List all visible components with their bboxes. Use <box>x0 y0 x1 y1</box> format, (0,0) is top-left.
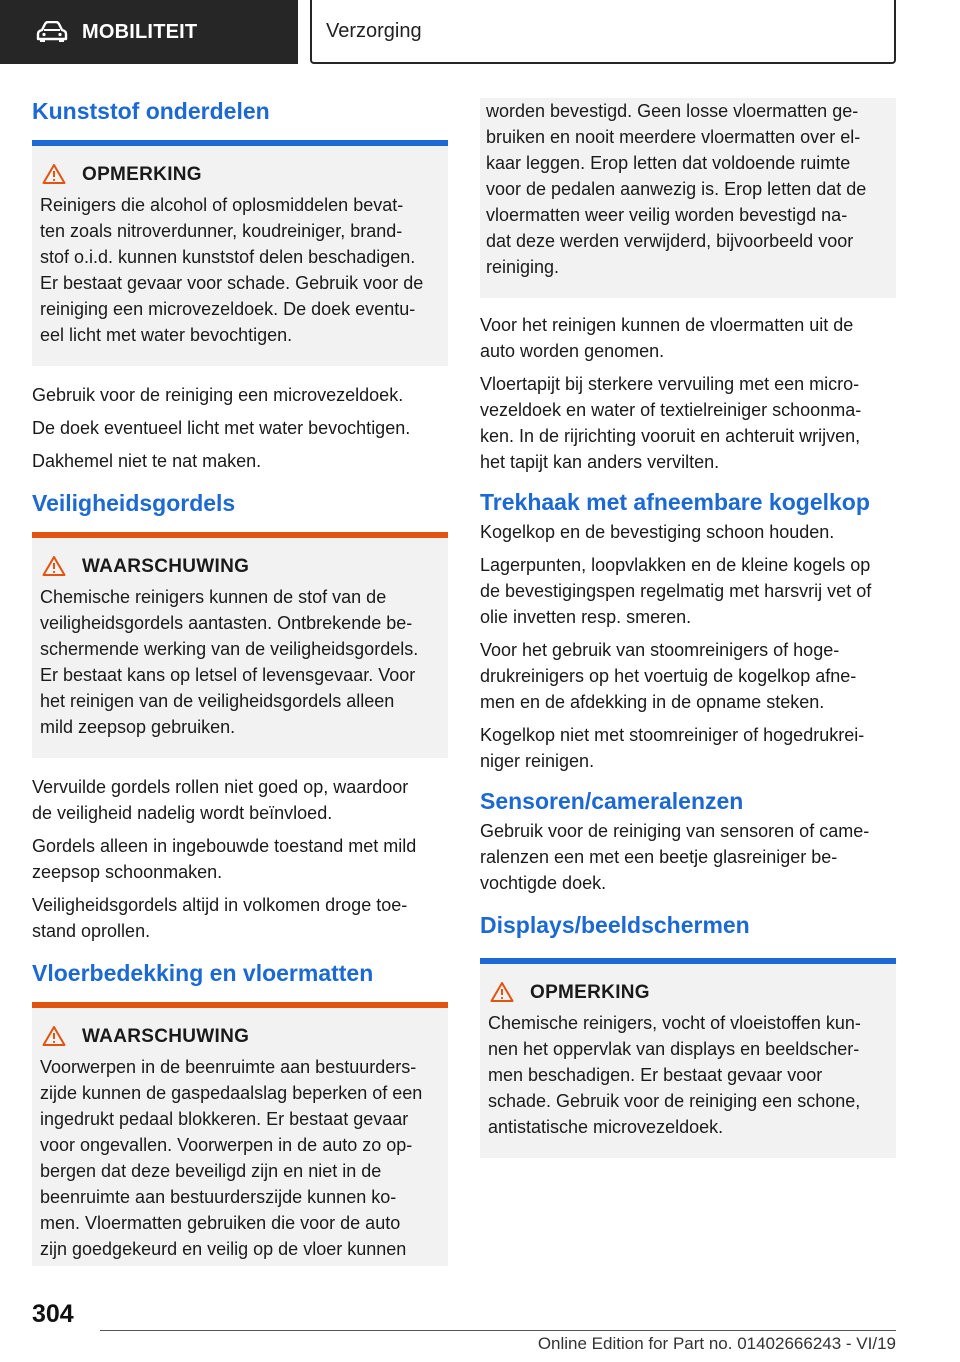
paragraph: Gordels alleen in ingebouwde toestand met mild zeepsop schoonmaken. <box>32 836 417 882</box>
footer-edition: Online Edition for Part no. 01402666243 - VI/19 <box>537 1334 896 1353</box>
heading-vloer: Vloerbedekking en vloermatten <box>32 960 374 986</box>
notice-title: WAARSCHUWING <box>82 1026 250 1047</box>
paragraph: Veiligheidsgordels altijd in volkomen droge toe- stand oprollen. <box>32 895 408 941</box>
heading-gordels: Veiligheidsgordels <box>32 490 236 516</box>
notice-opmerking-kunststof <box>32 140 448 366</box>
notice-waarschuwing-gordels <box>32 532 448 758</box>
left-column <box>32 96 448 1282</box>
notice-text: Voorwerpen in de beenruimte aan bestuurders- zijde kunnen de gaspedaalslag beperken of een ingedrukt pedaal blokkeren. Er bestaat gevaar voor ongevallen. Voorwerpen in de auto zo op- bergen dat deze beveiligd zijn en niet in de beenruimte aan bestuurderszijde kunnen ko- men. Vloermatten gebruiken die voor de auto zijn goedgekeurd en veilig op de vloer kunnen <box>40 1057 423 1259</box>
notice-title: OPMERKING <box>530 982 650 1003</box>
paragraph: Gebruik voor de reiniging van sensoren of came- ralenzen een met een beetje glasreiniger be- vochtigde doek. <box>480 821 870 893</box>
warning-triangle-icon <box>42 163 66 185</box>
paragraph: Dakhemel niet te nat maken. <box>32 451 262 471</box>
notice-opmerking-displays <box>480 958 896 1158</box>
right-column <box>480 98 896 1174</box>
heading-sensoren: Sensoren/cameralenzen <box>480 788 744 814</box>
paragraph: Lagerpunten, loopvlakken en de kleine kogels op de bevestigingspen regelmatig met harsvrij vet of olie invetten resp. smeren. <box>480 555 872 627</box>
car-icon <box>36 21 68 43</box>
warning-triangle-icon <box>42 1025 66 1047</box>
notice-title: OPMERKING <box>82 164 202 185</box>
notice-title: WAARSCHUWING <box>82 556 250 577</box>
paragraph: Gebruik voor de reiniging een microvezeldoek. <box>32 385 404 405</box>
section-tab[interactable] <box>0 0 298 64</box>
paragraph: Kogelkop niet met stoomreiniger of hogedrukrei- niger reinigen. <box>480 725 865 771</box>
notice-text: Chemische reinigers kunnen de stof van de veiligheidsgordels aantasten. Ontbrekende be- schermende werking van de veiligheidsgordels. Er bestaat kans op letsel of levensgevaar. Voor het reinigen van de veiligheidsgordels alleen mild zeepsop gebruiken. <box>40 587 419 737</box>
paragraph: Voor het reinigen kunnen de vloermatten uit de auto worden genomen. <box>480 315 854 361</box>
warning-triangle-icon <box>42 555 66 577</box>
section-label: MOBILITEIT <box>82 20 198 43</box>
heading-kunststof: Kunststof onderdelen <box>32 98 270 124</box>
paragraph: Voor het gebruik van stoomreinigers of hoge- drukreinigers op het voertuig de kogelkop afne- men en de afdekking in de opname steken. <box>480 640 857 712</box>
paragraph: De doek eventueel licht met water bevochtigen. <box>32 418 411 438</box>
page-number: 304 <box>32 1300 74 1328</box>
paragraph: Vervuilde gordels rollen niet goed op, waardoor de veiligheid nadelig wordt beïnvloed. <box>32 777 409 823</box>
warning-triangle-icon <box>490 981 514 1003</box>
paragraph: Vloertapijt bij sterkere vervuiling met een micro- vezeldoek en water of textielreiniger schoonma- ken. In de rijrichting vooruit en achteruit wrijven, het tapijt kan anders vervilten. <box>480 374 862 472</box>
chapter-tab[interactable] <box>310 0 896 64</box>
paragraph: Kogelkop en de bevestiging schoon houden. <box>480 522 835 542</box>
chapter-label: Verzorging <box>326 19 422 42</box>
notice-continuation: worden bevestigd. Geen losse vloermatten ge- bruiken en nooit meerdere vloermatten over el- kaar leggen. Erop letten dat voldoende ruimte voor de pedalen aanwezig is. Erop letten dat de vloermatten weer veilig worden bevestigd na- dat deze werden verwijderd, bijvoorbeeld voor reiniging. <box>480 98 896 298</box>
heading-trekhaak: Trekhaak met afneembare kogelkop <box>480 489 870 515</box>
notice-waarschuwing-vloer <box>32 1002 448 1266</box>
footer-divider <box>100 1330 896 1331</box>
heading-displays: Displays/beeldschermen <box>480 912 750 938</box>
notice-text: Reinigers die alcohol of oplosmiddelen bevat- ten zoals nitroverdunner, koudreiniger, brand- stof o.i.d. kunnen kunststof delen beschadigen. Er bestaat gevaar voor schade. Gebruik voor de reiniging een microvezeldoek. De doek eventu- eel licht met water bevochtigen. <box>40 195 424 345</box>
notice-text: Chemische reinigers, vocht of vloeistoffen kun- nen het oppervlak van displays en beeldscher- men beschadigen. Er bestaat gevaar voor schade. Gebruik voor de reiniging een schone, antistatische microvezeldoek. <box>488 1013 861 1137</box>
